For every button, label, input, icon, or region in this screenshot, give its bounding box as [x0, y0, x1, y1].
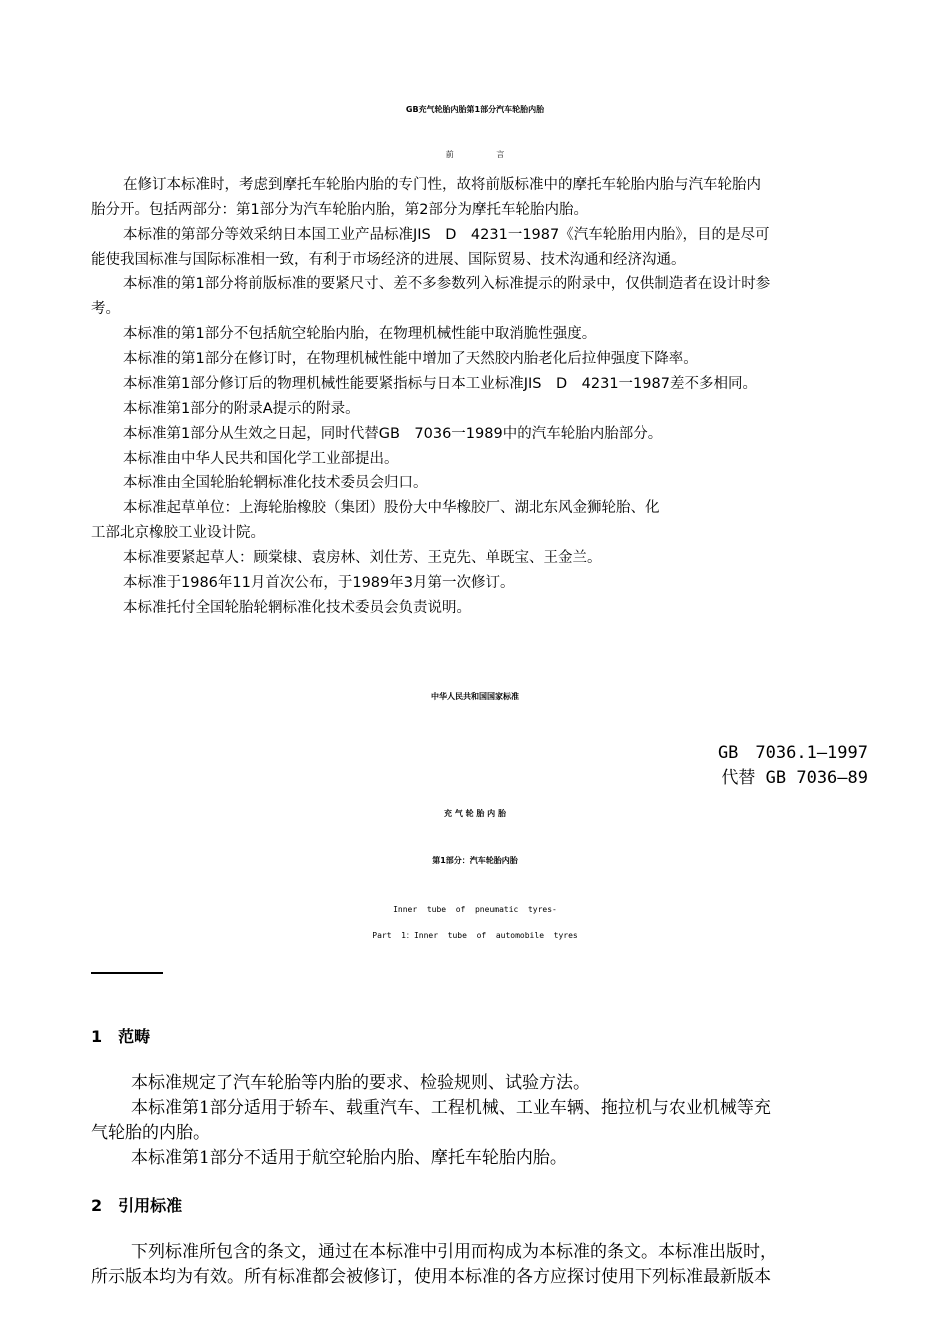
section-heading-scope: 1 范畴: [91, 1027, 151, 1046]
preface-line: 本标准的第1部分在修订时，在物理机械性能中增加了天然胶内胎老化后拉伸强度下降率。: [123, 351, 698, 367]
preface-line: 考。: [91, 301, 120, 317]
preface-line: 胎分开。包括两部分：第1部分为汽车轮胎内胎，第2部分为摩托车轮胎内胎。: [91, 202, 588, 218]
section-line: 所示版本均为有效。所有标准都会被修订，使用本标准的各方应探讨使用下列标准最新版本: [91, 1267, 771, 1287]
preface-heading: 前 言: [445, 150, 505, 159]
preface-line: 本标准的第1部分将前版标准的要紧尺寸、差不多参数列入标准提示的附录中，仅供制造者在设计时参: [123, 276, 771, 292]
document-title: GB充气轮胎内胎第1部分汽车轮胎内胎: [405, 105, 545, 114]
divider-rule: [91, 972, 163, 974]
sub-title: 第1部分：汽车轮胎内胎: [432, 856, 518, 865]
preface-line: 在修订本标准时，考虑到摩托车轮胎内胎的专门性，故将前版标准中的摩托车轮胎内胎与汽车轮胎内: [123, 177, 761, 193]
section-line: 本标准第1部分不适用于航空轮胎内胎、摩托车轮胎内胎。: [131, 1148, 567, 1168]
replaces-code: 代替 GB 7036—89: [721, 768, 868, 788]
preface-line: 本标准起草单位：上海轮胎橡胶（集团）股份大中华橡胶厂、湖北东风金狮轮胎、化: [123, 500, 660, 516]
section-heading-references: 2 引用标准: [91, 1196, 183, 1215]
preface-line: 工部北京橡胶工业设计院。: [91, 525, 265, 541]
preface-line: 本标准于1986年11月首次公布，于1989年3月第一次修订。: [123, 575, 515, 591]
preface-line: 本标准由中华人民共和国化学工业部提出。: [123, 451, 399, 467]
section-line: 下列标准所包含的条文，通过在本标准中引用而构成为本标准的条文。本标准出版时，: [131, 1242, 777, 1262]
preface-line: 本标准第1部分的附录A提示的附录。: [123, 401, 360, 417]
preface-line: 能使我国标准与国际标准相一致，有利于市场经济的进展、国际贸易、技术沟通和经济沟通。: [91, 252, 686, 268]
standard-code: GB 7036.1—1997: [717, 743, 868, 763]
preface-line: 本标准要紧起草人：顾棠棣、袁房林、刘仕芳、王克先、单既宝、王金兰。: [123, 550, 602, 566]
english-title-line: Inner tube of pneumatic tyres-: [393, 905, 557, 914]
preface-line: 本标准由全国轮胎轮辋标准化技术委员会归口。: [123, 475, 428, 491]
english-title-line: Part 1：Inner tube of automobile tyres: [372, 931, 578, 940]
section-line: 气轮胎的内胎。: [91, 1123, 210, 1143]
preface-line: 本标准托付全国轮胎轮辋标准化技术委员会负责说明。: [123, 600, 471, 616]
main-title: 充 气 轮 胎 内 胎: [444, 809, 506, 818]
section-line: 本标准第1部分适用于轿车、载重汽车、工程机械、工业车辆、拖拉机与农业机械等充: [131, 1098, 771, 1118]
national-standard-heading: 中华人民共和国国家标准: [431, 692, 519, 701]
preface-line: 本标准的第1部分不包括航空轮胎内胎，在物理机械性能中取消脆性强度。: [123, 326, 597, 342]
preface-line: 本标准第1部分从生效之日起，同时代替GB 7036一1989中的汽车轮胎内胎部分。: [123, 426, 663, 442]
preface-line: 本标准的第部分等效采纳日本国工业产品标准JIS D 4231一1987《汽车轮胎用内胎》，目的是尽可: [123, 227, 770, 243]
section-line: 本标准规定了汽车轮胎等内胎的要求、检验规则、试验方法。: [131, 1073, 590, 1093]
preface-line: 本标准第1部分修订后的物理机械性能要紧指标与日本工业标准JIS D 4231一1987差不多相同。: [123, 376, 757, 392]
